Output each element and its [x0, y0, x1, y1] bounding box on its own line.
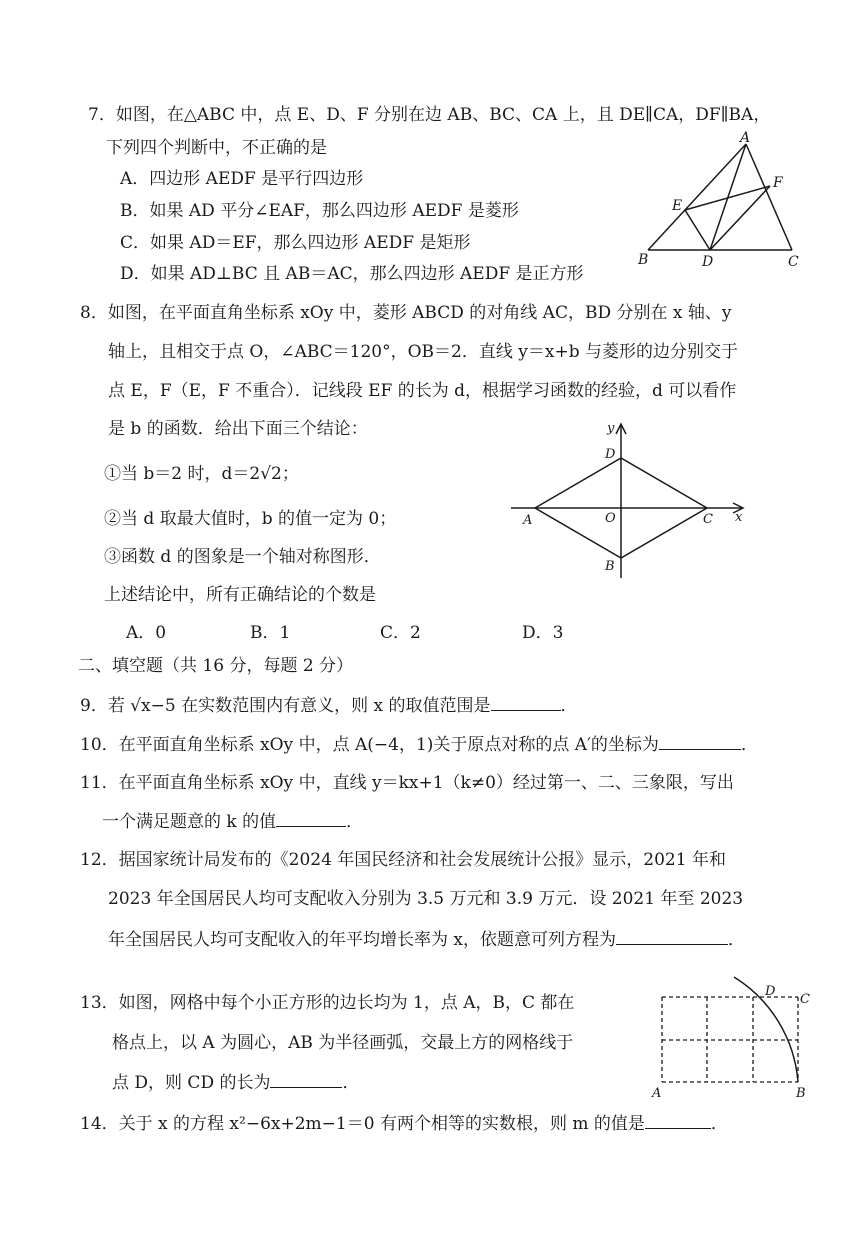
q9-text	[80, 694, 578, 717]
q8-option-b: B．1	[250, 623, 291, 643]
q12-period: ．	[728, 930, 745, 950]
q8-label-x: x	[735, 510, 743, 525]
section-heading-fill-in: 二、填空题（共 16 分，每题 2 分）	[78, 656, 354, 676]
q8-label-c: C	[703, 512, 713, 527]
q7-label-c: C	[788, 254, 799, 270]
q10-text	[80, 733, 758, 756]
q10-period: ．	[740, 735, 758, 755]
q7-segment-ef	[685, 186, 770, 210]
q13-label-a: A	[652, 1086, 662, 1101]
q7-segment-ad	[710, 144, 746, 250]
q8-stem-line1: 8．如图，在平面直角坐标系 xOy 中，菱形 ABCD 的对角线 AC，BD 分别在 x 轴、y	[80, 303, 732, 323]
q8-question: 上述结论中，所有正确结论的个数是	[104, 585, 376, 605]
q12-stem-line3: 年全国居民人均可支配收入的年平均增长率为 x，依题意可列方程为	[108, 930, 616, 950]
q8-option-d: D．3	[522, 623, 564, 643]
q10-stem: 10．在平面直角坐标系 xOy 中，点 A(−4，1)关于原点对称的点 A′的坐标为	[80, 735, 659, 755]
q7-stem-line2: 下列四个判断中，不正确的是	[106, 138, 327, 158]
q14-text	[80, 1112, 728, 1135]
q7-triangle-figure	[630, 130, 810, 270]
q8-stem-line2: 轴上，且相交于点 O，∠ABC＝120°，OB＝2．直线 y＝x+b 与菱形的边分别交于	[108, 342, 738, 362]
q7-option-a: A．四边形 AEDF 是平行四边形	[120, 169, 364, 189]
q8-stem-line4: 是 b 的函数．给出下面三个结论：	[108, 419, 368, 439]
q13-label-c: C	[800, 992, 810, 1007]
q8-rhombus-figure	[505, 418, 755, 583]
q7-option-d: D．如果 AD⊥BC 且 AB＝AC，那么四边形 AEDF 是正方形	[120, 264, 584, 284]
q13-label-b: B	[796, 1086, 806, 1101]
q8-conclusion-2: ②当 d 取最大值时，b 的值一定为 0；	[104, 509, 397, 529]
q12-stem-line1: 12．据国家统计局发布的《2024 年国民经济和社会发展统计公报》显示，2021 年和	[80, 850, 726, 870]
q12-answer-blank[interactable]	[616, 928, 728, 945]
q7-label-a: A	[740, 130, 751, 146]
q12-text-line3	[108, 928, 745, 951]
q8-conclusion-3: ③函数 d 的图象是一个轴对称图形．	[104, 547, 381, 567]
q7-segment-de	[685, 210, 710, 250]
q8-stem-line3: 点 E，F（E，F 不重合）．记线段 EF 的长为 d，根据学习函数的经验，d 可以看作	[108, 381, 737, 401]
q13-grid-figure	[650, 975, 815, 1103]
q8-label-o: O	[605, 511, 616, 526]
q13-stem-line2: 格点上，以 A 为圆心，AB 为半径画弧，交最上方的网格线于	[112, 1033, 574, 1053]
q8-conclusion-1: ①当 b＝2 时，d＝2√2；	[104, 464, 299, 484]
q7-label-d: D	[702, 254, 714, 270]
q14-period: ．	[710, 1114, 728, 1134]
q8-label-d: D	[605, 447, 616, 462]
q11-period: ．	[346, 812, 364, 832]
q11-text-line2	[102, 810, 363, 833]
q9-period: ．	[560, 696, 578, 716]
q14-stem: 14．关于 x 的方程 x²−6x+2m−1＝0 有两个相等的实数根，则 m 的值是	[80, 1114, 645, 1134]
q13-stem-line1: 13．如图，网格中每个小正方形的边长均为 1，点 A，B，C 都在	[80, 993, 575, 1013]
q11-stem-line2: 一个满足题意的 k 的值	[102, 812, 277, 832]
q7-label-b: B	[638, 252, 649, 268]
q14-answer-blank[interactable]	[645, 1112, 711, 1129]
q8-label-a: A	[523, 513, 533, 528]
q7-segment-df	[710, 186, 770, 250]
q13-text-line3	[112, 1071, 359, 1094]
q13-period: ．	[342, 1073, 360, 1093]
q11-answer-blank[interactable]	[276, 810, 346, 827]
q13-label-d: D	[765, 984, 776, 999]
q7-side-ac	[746, 144, 792, 250]
q8-option-a: A．0	[126, 623, 167, 643]
q7-option-b: B．如果 AD 平分∠EAF，那么四边形 AEDF 是菱形	[120, 201, 519, 221]
q9-stem: 9．若 √x−5 在实数范围内有意义，则 x 的取值范围是	[80, 696, 491, 716]
q8-option-c: C．2	[380, 623, 421, 643]
q12-stem-line2: 2023 年全国居民人均可支配收入分别为 3.5 万元和 3.9 万元．设 2021 年至 2023	[108, 889, 744, 909]
q8-label-y: y	[607, 421, 615, 436]
q7-option-c: C．如果 AD＝EF，那么四边形 AEDF 是矩形	[120, 233, 471, 253]
q8-label-b: B	[605, 559, 615, 574]
q13-stem-line3: 点 D，则 CD 的长为	[112, 1073, 271, 1093]
q7-label-f: F	[773, 175, 783, 191]
q13-answer-blank[interactable]	[270, 1071, 342, 1088]
q7-label-e: E	[672, 198, 683, 214]
q9-answer-blank[interactable]	[491, 694, 561, 711]
q10-answer-blank[interactable]	[659, 733, 741, 750]
q11-stem-line1: 11．在平面直角坐标系 xOy 中，直线 y＝kx+1（k≠0）经过第一、二、三象限，写出	[80, 773, 734, 793]
q7-stem-line1: 7．如图，在△ABC 中，点 E、D、F 分别在边 AB、BC、CA 上，且 DE∥CA，DF∥BA，	[88, 105, 771, 125]
